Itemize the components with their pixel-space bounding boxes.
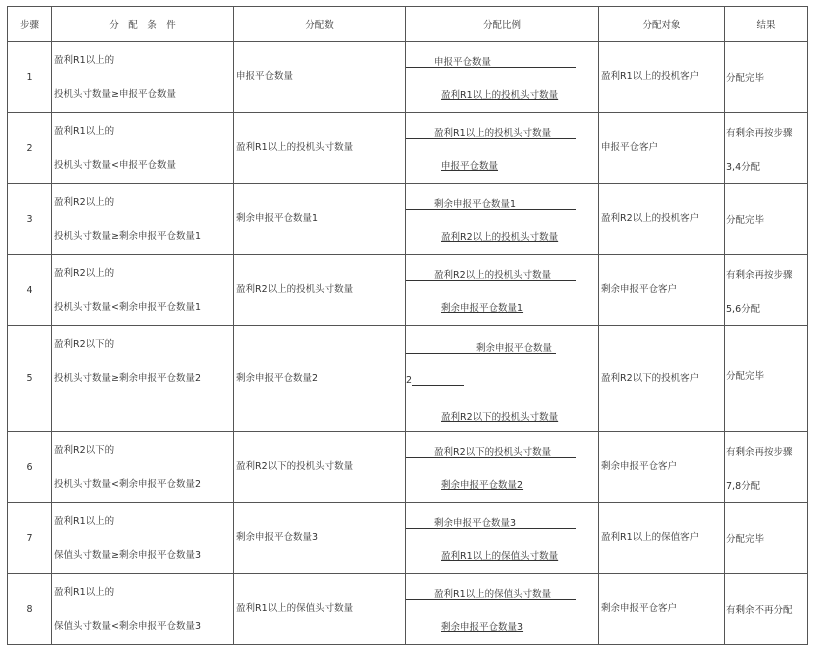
- condition-cell: [52, 574, 234, 645]
- ratio-numerator-extra: 2: [406, 375, 413, 386]
- target-text: 盈利R1以上的投机客户: [601, 71, 700, 82]
- ratio-fraction-bar: [406, 280, 576, 281]
- target-cell: [599, 184, 725, 255]
- result-cell: [725, 574, 808, 645]
- condition-line-2: 投机头寸数量≥剩余申报平仓数量1: [54, 231, 202, 242]
- result-line: 5,6分配: [726, 304, 761, 315]
- target-text: 盈利R2以下的投机客户: [601, 372, 700, 384]
- result-cell: [725, 42, 808, 113]
- step-cell: 7: [8, 503, 52, 574]
- result-line: 有剩余再按步骤: [726, 447, 793, 458]
- ratio-denominator: 剩余申报平仓数量2: [441, 480, 524, 491]
- table-row: [8, 42, 808, 113]
- ratio-cell: [406, 255, 599, 326]
- table-row: [8, 184, 808, 255]
- condition-line-2: 投机头寸数量<剩余申报平仓数量2: [54, 479, 202, 490]
- amount-text: 盈利R1以上的保值头寸数量: [236, 603, 354, 614]
- ratio-numerator: 盈利R2以下的投机头寸数量: [434, 447, 552, 458]
- ratio-cell: [406, 574, 599, 645]
- condition-cell: [52, 432, 234, 503]
- ratio-cell: [406, 184, 599, 255]
- amount-text: 剩余申报平仓数量1: [236, 213, 319, 224]
- ratio-cell: [406, 503, 599, 574]
- amount-cell: [234, 184, 406, 255]
- result-line: 有剩余再按步骤: [726, 128, 793, 139]
- header-amount: 分配数: [234, 7, 406, 42]
- ratio-numerator: 剩余申报平仓数量1: [434, 199, 517, 210]
- condition-line-2: 投机头寸数量<申报平仓数量: [54, 160, 176, 171]
- step-cell: 3: [8, 184, 52, 255]
- condition-line-2: 保值头寸数量<剩余申报平仓数量3: [54, 621, 202, 632]
- step-cell: 2: [8, 113, 52, 184]
- header-result: 结果: [725, 7, 808, 42]
- condition-line-1: 盈利R2以上的: [54, 197, 115, 208]
- amount-text: 盈利R2以下的投机头寸数量: [236, 461, 354, 472]
- target-text: 剩余申报平仓客户: [601, 461, 678, 472]
- step-cell: 4: [8, 255, 52, 326]
- ratio-cell: [406, 42, 599, 113]
- ratio-fraction-bar: [406, 528, 576, 529]
- table-row: [8, 113, 808, 184]
- amount-text: 剩余申报平仓数量2: [236, 372, 319, 384]
- ratio-fraction-bar-2: [412, 385, 464, 386]
- ratio-fraction-bar: [406, 457, 576, 458]
- ratio-numerator: 盈利R2以上的投机头寸数量: [434, 270, 552, 281]
- target-text: 盈利R1以上的保值客户: [601, 532, 700, 543]
- amount-text: 盈利R1以上的投机头寸数量: [236, 142, 354, 153]
- condition-cell: [52, 326, 234, 432]
- ratio-denominator: 剩余申报平仓数量3: [441, 622, 524, 633]
- result-line: 3,4分配: [726, 162, 761, 173]
- target-text: 盈利R2以上的投机客户: [601, 213, 700, 224]
- result-line: 分配完毕: [726, 73, 765, 84]
- allocation-table: [7, 6, 808, 645]
- condition-line-1: 盈利R2以下的: [54, 339, 115, 350]
- header-target: 分配对象: [599, 7, 725, 42]
- ratio-fraction-bar: [406, 209, 576, 210]
- table-row: [8, 326, 808, 432]
- amount-cell: [234, 42, 406, 113]
- result-cell: [725, 113, 808, 184]
- result-line: 分配完毕: [726, 371, 765, 382]
- condition-cell: [52, 113, 234, 184]
- target-cell: [599, 326, 725, 432]
- step-cell: 8: [8, 574, 52, 645]
- amount-cell: [234, 255, 406, 326]
- amount-cell: [234, 503, 406, 574]
- ratio-fraction-bar: [406, 67, 576, 68]
- result-line: 7,8分配: [726, 481, 761, 492]
- condition-line-1: 盈利R1以上的: [54, 587, 115, 598]
- ratio-fraction-bar: [406, 138, 576, 139]
- ratio-numerator: 申报平仓数量: [434, 57, 492, 68]
- result-cell: [725, 184, 808, 255]
- condition-cell: [52, 255, 234, 326]
- amount-text: 盈利R2以上的投机头寸数量: [236, 284, 354, 295]
- result-line: 分配完毕: [726, 534, 765, 545]
- ratio-numerator: 盈利R1以上的保值头寸数量: [434, 589, 552, 600]
- ratio-denominator: 申报平仓数量: [441, 161, 499, 172]
- condition-cell: [52, 184, 234, 255]
- target-text: 剩余申报平仓客户: [601, 603, 678, 614]
- header-ratio: 分配比例: [406, 7, 599, 42]
- header-step: 步骤: [8, 7, 52, 42]
- amount-cell: [234, 574, 406, 645]
- condition-line-2: 投机头寸数量≥申报平仓数量: [54, 89, 176, 100]
- amount-text: 申报平仓数量: [236, 71, 294, 82]
- ratio-cell: [406, 432, 599, 503]
- header-condition: 分 配 条 件: [52, 7, 234, 42]
- step-cell: 6: [8, 432, 52, 503]
- result-line: 有剩余不再分配: [726, 605, 793, 616]
- ratio-fraction-bar: [406, 599, 576, 600]
- ratio-denominator: 剩余申报平仓数量1: [441, 303, 524, 314]
- ratio-denominator: 盈利R1以上的投机头寸数量: [441, 90, 559, 101]
- target-cell: [599, 42, 725, 113]
- result-line: 有剩余再按步骤: [726, 270, 793, 281]
- table-row: [8, 432, 808, 503]
- amount-text: 剩余申报平仓数量3: [236, 532, 319, 543]
- result-line: 分配完毕: [726, 215, 765, 226]
- result-cell: [725, 255, 808, 326]
- result-cell: [725, 503, 808, 574]
- amount-cell: [234, 432, 406, 503]
- ratio-denominator: 盈利R2以下的投机头寸数量: [441, 412, 559, 423]
- ratio-cell: [406, 113, 599, 184]
- ratio-cell: [406, 326, 599, 432]
- ratio-numerator: 盈利R1以上的投机头寸数量: [434, 128, 552, 139]
- ratio-fraction-bar: [406, 353, 556, 354]
- table-row: [8, 574, 808, 645]
- condition-line-1: 盈利R2以下的: [54, 445, 115, 456]
- target-text: 申报平仓客户: [601, 142, 659, 153]
- target-cell: [599, 255, 725, 326]
- table-row: [8, 255, 808, 326]
- condition-line-2: 投机头寸数量<剩余申报平仓数量1: [54, 302, 202, 313]
- condition-line-2: 保值头寸数量≥剩余申报平仓数量3: [54, 550, 202, 561]
- target-cell: [599, 503, 725, 574]
- condition-cell: [52, 503, 234, 574]
- ratio-denominator: 盈利R2以上的投机头寸数量: [441, 232, 559, 243]
- amount-cell: [234, 113, 406, 184]
- ratio-numerator: 剩余申报平仓数量3: [434, 518, 517, 529]
- target-text: 剩余申报平仓客户: [601, 284, 678, 295]
- ratio-denominator: 盈利R1以上的保值头寸数量: [441, 551, 559, 562]
- table-row: [8, 503, 808, 574]
- condition-line-1: 盈利R1以上的: [54, 516, 115, 527]
- result-cell: [725, 326, 808, 432]
- condition-line-1: 盈利R1以上的: [54, 126, 115, 137]
- amount-cell: [234, 326, 406, 432]
- step-cell: 1: [8, 42, 52, 113]
- condition-line-2: 投机头寸数量≥剩余申报平仓数量2: [54, 373, 202, 384]
- condition-line-1: 盈利R1以上的: [54, 55, 115, 66]
- ratio-numerator: 剩余申报平仓数量: [476, 343, 553, 354]
- condition-line-1: 盈利R2以上的: [54, 268, 115, 279]
- step-cell: 5: [8, 326, 52, 432]
- condition-cell: [52, 42, 234, 113]
- target-cell: [599, 432, 725, 503]
- target-cell: [599, 574, 725, 645]
- result-cell: [725, 432, 808, 503]
- target-cell: [599, 113, 725, 184]
- header-row: [8, 7, 808, 42]
